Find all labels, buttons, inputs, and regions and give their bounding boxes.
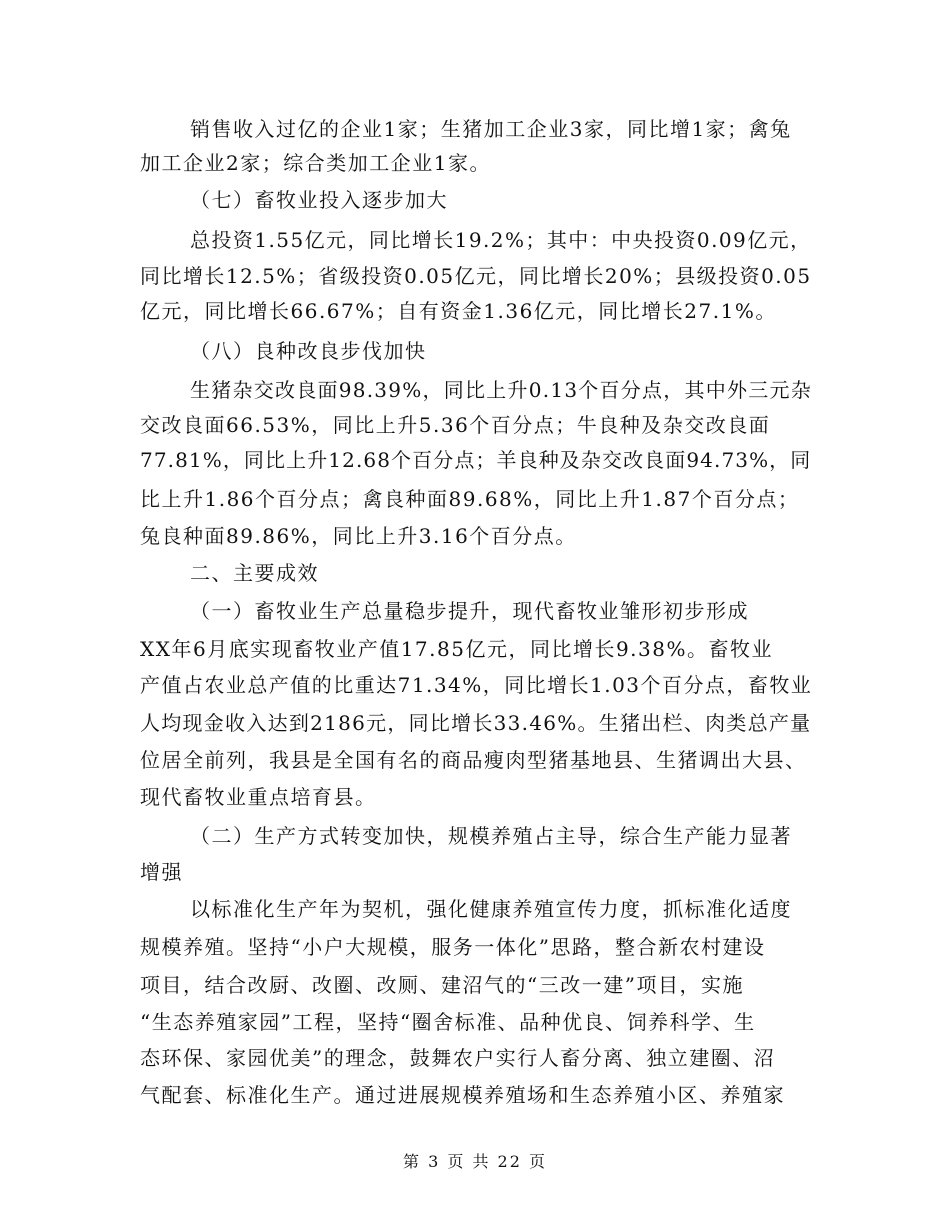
section-heading: （八）良种改良步伐加快	[190, 339, 427, 363]
body-text-line: 人均现金收入达到2186元，同比增长33.46%。生猪出栏、肉类总产量	[140, 711, 812, 735]
section-heading: （七）畜牧业投入逐步加大	[190, 188, 448, 212]
body-text-line: 77.81%，同比上升12.68个百分点；羊良种及杂交改良面94.73%，同	[140, 448, 812, 472]
body-text-line: 亿元，同比增长66.67%；自有资金1.36亿元，同比增长27.1%。	[140, 299, 777, 323]
body-text-line: 比上升1.86个百分点；禽良种面89.68%，同比上升1.87个百分点；	[140, 487, 800, 511]
section-heading: 增强	[140, 860, 183, 884]
body-text-line: 生猪杂交改良面98.39%，同比上升0.13个百分点，其中外三元杂	[190, 378, 813, 402]
body-text-line: “生态养殖家园”工程，坚持“圈舍标准、品种优良、饲养科学、生	[140, 1010, 756, 1034]
section-heading: （二）生产方式转变加快，规模养殖占主导，综合生产能力显著	[190, 824, 792, 848]
body-text-line: 加工企业2家；综合类加工企业1家。	[140, 151, 491, 175]
body-text-line: 气配套、标准化生产。通过进展规模养殖场和生态养殖小区、养殖家	[140, 1083, 785, 1107]
body-text-line: 规模养殖。坚持“小户大规模，服务一体化”思路，整合新农村建设	[140, 935, 766, 959]
body-text-line: 态环保、家园优美”的理念，鼓舞农户实行人畜分离、独立建圈、沼	[140, 1046, 776, 1070]
body-text-line: 现代畜牧业重点培育县。	[140, 785, 377, 809]
body-text-line: 同比增长12.5%；省级投资0.05亿元，同比增长20%；县级投资0.05	[140, 264, 812, 288]
page-number-footer: 第 3 页 共 22 页	[403, 1152, 547, 1171]
body-text-line: 以标准化生产年为契机，强化健康养殖宣传力度，抓标准化适度	[190, 897, 792, 921]
body-text-line: 产值占农业总产值的比重达71.34%，同比增长1.03个百分点，畜牧业	[140, 673, 813, 697]
body-text-line: 交改良面66.53%，同比上升5.36个百分点；牛良种及杂交改良面	[140, 413, 771, 437]
chapter-heading: 二、主要成效	[190, 561, 319, 585]
body-text-line: 总投资1.55亿元，同比增长19.2%；其中：中央投资0.09亿元，	[190, 228, 812, 252]
body-text-line: 销售收入过亿的企业1家；生猪加工企业3家，同比增1家；禽兔	[190, 117, 792, 141]
body-text-line: 项目，结合改厨、改圈、改厕、建沼气的“三改一建”项目，实施	[140, 973, 744, 997]
body-text-line: 兔良种面89.86%，同比上升3.16个百分点。	[140, 524, 577, 548]
section-heading: （一）畜牧业生产总量稳步提升，现代畜牧业雏形初步形成	[190, 599, 749, 623]
body-text-line: 位居全前列，我县是全国有名的商品瘦肉型猪基地县、生猪调出大县、	[140, 748, 807, 772]
body-text-line: XX年6月底实现畜牧业产值17.85亿元，同比增长9.38%。畜牧业	[140, 637, 773, 661]
